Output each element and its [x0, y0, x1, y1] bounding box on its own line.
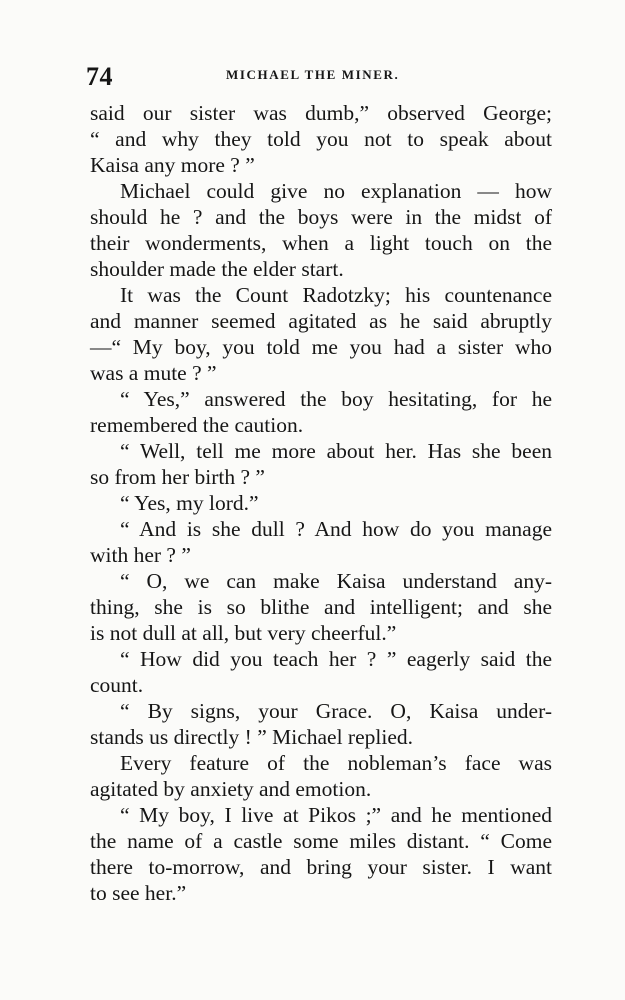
running-head: MICHAEL THE MINER. — [226, 67, 400, 82]
text-line: was a mute ? ” — [90, 361, 217, 385]
text-line: Kaisa any more ? ” — [90, 153, 255, 177]
text-line: agitated by anxiety and emotion. — [90, 777, 372, 801]
text-line: “ and why they told you not to speak about — [90, 127, 552, 151]
text-line: “ How did you teach her ? ” eagerly said the — [120, 647, 552, 671]
text-line: so from her birth ? ” — [90, 465, 265, 489]
text-line: count. — [90, 673, 144, 697]
text-line: thing, she is so blithe and intelligent; and she — [90, 595, 552, 619]
text-line: is not dull at all, but very cheerful.” — [90, 621, 397, 645]
text-line: “ Yes,” answered the boy hesitating, for he — [120, 387, 552, 411]
text-line: should he ? and the boys were in the midst of — [90, 205, 552, 229]
text-line: “ My boy, I live at Pikos ;” and he mentioned — [120, 803, 552, 827]
text-line: “ And is she dull ? And how do you manage — [120, 517, 552, 541]
text-line: “ Well, tell me more about her. Has she been — [120, 439, 552, 463]
text-line: Every feature of the nobleman’s face was — [120, 751, 552, 775]
text-line: their wonderments, when a light touch on the — [90, 231, 552, 255]
text-line: said our sister was dumb,” observed George; — [90, 101, 552, 125]
text-line: and manner seemed agitated as he said abruptly — [90, 309, 552, 333]
text-line: with her ? ” — [90, 543, 191, 567]
text-line: there to-morrow, and bring your sister. I want — [90, 855, 552, 879]
text-line: “ O, we can make Kaisa understand any- — [120, 569, 552, 593]
text-line: —“ My boy, you told me you had a sister who — [90, 335, 552, 359]
text-line: shoulder made the elder start. — [90, 257, 344, 281]
text-line: the name of a castle some miles distant. “ Come — [90, 829, 552, 853]
text-line: “ By signs, your Grace. O, Kaisa under- — [120, 699, 552, 723]
body-text — [90, 100, 552, 906]
text-line: remembered the caution. — [90, 413, 304, 437]
page-number: 74 — [86, 62, 113, 91]
text-line: “ Yes, my lord.” — [120, 491, 259, 515]
text-line: Michael could give no explanation — how — [120, 179, 552, 203]
text-line: to see her.” — [90, 881, 187, 905]
text-line: It was the Count Radotzky; his countenance — [120, 283, 552, 307]
text-line: stands us directly ! ” Michael replied. — [90, 725, 413, 749]
page-header — [86, 58, 554, 91]
